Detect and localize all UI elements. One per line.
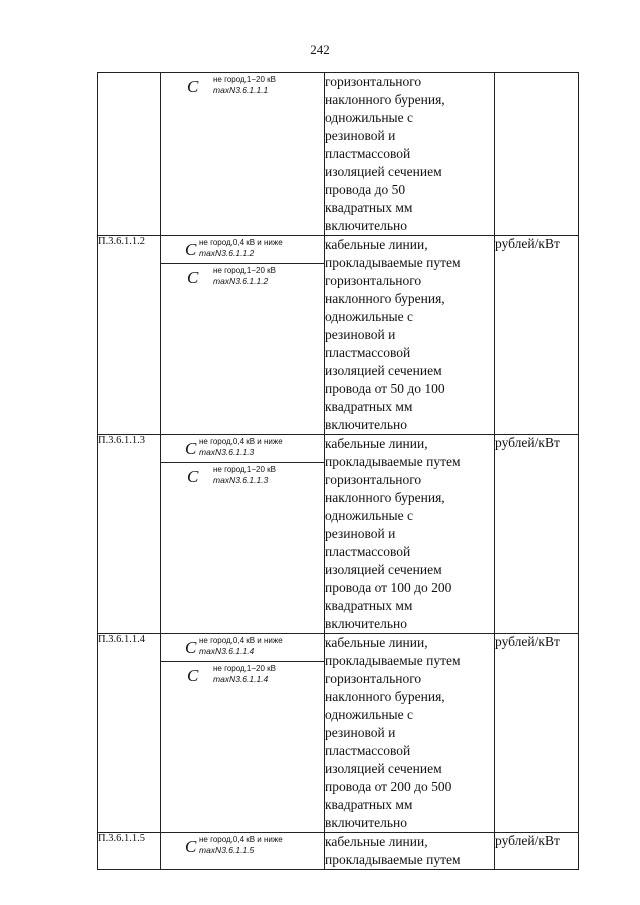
rate-symbol-letter: C xyxy=(187,77,199,96)
description-line: изоляцией сечением xyxy=(325,562,442,577)
description-line: наклонного бурения, xyxy=(325,92,445,107)
description-line: кабельные линии, xyxy=(325,436,428,451)
rate-symbol-subscript: maxN3.6.1.1.1 xyxy=(213,85,269,95)
description-line: включительно xyxy=(325,616,408,631)
description-line: одножильные с xyxy=(325,707,413,722)
rate-symbol xyxy=(161,661,324,687)
rate-symbol xyxy=(161,73,324,98)
rate-symbol-subscript: maxN3.6.1.1.3 xyxy=(213,475,269,485)
rate-symbol-subscript: maxN3.6.1.1.2 xyxy=(213,276,269,286)
description-line: кабельные линии, xyxy=(325,237,428,252)
page-number: 242 xyxy=(310,42,330,57)
description-line: изоляцией сечением xyxy=(325,363,442,378)
rate-symbol-cell xyxy=(161,236,325,435)
rate-symbol xyxy=(161,462,324,488)
description-line: пластмассовой xyxy=(325,146,411,161)
description-line: прокладываемые путем xyxy=(325,653,461,668)
rate-symbol-cell xyxy=(161,634,325,833)
description-cell xyxy=(325,236,495,435)
unit-cell: рублей/кВт xyxy=(495,236,579,435)
rate-symbol-superscript: не город,0,4 кВ и ниже xyxy=(199,835,283,844)
description-line: горизонтального xyxy=(325,472,422,487)
description-line: наклонного бурения, xyxy=(325,490,445,505)
unit-cell: рублей/кВт xyxy=(495,435,579,634)
table-row xyxy=(98,634,579,833)
description-line: наклонного бурения, xyxy=(325,689,445,704)
description-line: изоляцией сечением xyxy=(325,164,442,179)
description-cell xyxy=(325,634,495,833)
description-line: горизонтального xyxy=(325,671,422,686)
description-line: резиновой и xyxy=(325,128,396,143)
table-row xyxy=(98,73,579,236)
description-line: провода от 100 до 200 xyxy=(325,580,452,595)
rate-symbol-subscript: maxN3.6.1.1.5 xyxy=(199,845,255,855)
description-line: квадратных мм xyxy=(325,598,413,613)
description-line: кабельные линии, xyxy=(325,635,428,650)
rate-symbol-letter: C xyxy=(185,638,197,657)
description-line: пластмассовой xyxy=(325,345,411,360)
description-line: включительно xyxy=(325,815,408,830)
description-cell xyxy=(325,435,495,634)
description-line: горизонтального xyxy=(325,273,422,288)
rate-symbol xyxy=(161,833,324,858)
description-line: квадратных мм xyxy=(325,200,413,215)
item-number: П.3.6.1.1.2 xyxy=(98,236,161,435)
rate-symbol-letter: C xyxy=(187,666,199,685)
rate-symbol-superscript: не город,0,4 кВ и ниже xyxy=(199,437,283,446)
description-line: прокладываемые путем xyxy=(325,255,461,270)
description-cell xyxy=(325,833,495,870)
rate-symbol-superscript: не город,1−20 кВ xyxy=(213,465,276,474)
rate-symbol-subscript: maxN3.6.1.1.4 xyxy=(213,674,269,684)
description-line: резиновой и xyxy=(325,327,396,342)
rate-symbol-letter: C xyxy=(185,240,197,259)
table-row xyxy=(98,833,579,870)
description-line: провода от 200 до 500 xyxy=(325,779,452,794)
rate-symbol xyxy=(161,435,324,460)
tariff-table xyxy=(97,72,579,870)
description-line: квадратных мм xyxy=(325,797,413,812)
description-line: пластмассовой xyxy=(325,544,411,559)
rate-symbol-letter: C xyxy=(187,467,199,486)
rate-symbol-letter: C xyxy=(185,837,197,856)
rate-symbol-letter: C xyxy=(187,268,199,287)
description-line: горизонтального xyxy=(325,74,422,89)
rate-symbol-subscript: maxN3.6.1.1.4 xyxy=(199,646,255,656)
description-line: провода до 50 xyxy=(325,182,406,197)
description-line: одножильные с xyxy=(325,110,413,125)
description-line: наклонного бурения, xyxy=(325,291,445,306)
rate-symbol-superscript: не город,0,4 кВ и ниже xyxy=(199,238,283,247)
table-row xyxy=(98,236,579,435)
rate-symbol xyxy=(161,263,324,289)
tariff-table-body xyxy=(98,73,579,870)
description-line: включительно xyxy=(325,417,408,432)
rate-symbol xyxy=(161,634,324,659)
description-line: включительно xyxy=(325,218,408,233)
description-line: изоляцией сечением xyxy=(325,761,442,776)
description-line: резиновой и xyxy=(325,526,396,541)
unit-cell xyxy=(495,73,579,236)
unit-cell: рублей/кВт xyxy=(495,634,579,833)
item-number: П.3.6.1.1.5 xyxy=(98,833,161,870)
rate-symbol-letter: C xyxy=(185,439,197,458)
rate-symbol-superscript: не город,1−20 кВ xyxy=(213,75,276,84)
rate-symbol-cell xyxy=(161,73,325,236)
rate-symbol-superscript: не город,0,4 кВ и ниже xyxy=(199,636,283,645)
item-number xyxy=(98,73,161,236)
rate-symbol-superscript: не город,1−20 кВ xyxy=(213,266,276,275)
description-line: кабельные линии, xyxy=(325,834,428,849)
description-line: провода от 50 до 100 xyxy=(325,381,445,396)
description-line: прокладываемые путем xyxy=(325,454,461,469)
rate-symbol-cell xyxy=(161,435,325,634)
rate-symbol-subscript: maxN3.6.1.1.3 xyxy=(199,447,255,457)
table-row xyxy=(98,435,579,634)
description-line: одножильные с xyxy=(325,508,413,523)
rate-symbol xyxy=(161,236,324,261)
rate-symbol-superscript: не город,1−20 кВ xyxy=(213,664,276,673)
description-line: одножильные с xyxy=(325,309,413,324)
rate-symbol-subscript: maxN3.6.1.1.2 xyxy=(199,248,255,258)
unit-cell: рублей/кВт xyxy=(495,833,579,870)
description-line: резиновой и xyxy=(325,725,396,740)
description-line: пластмассовой xyxy=(325,743,411,758)
item-number: П.3.6.1.1.3 xyxy=(98,435,161,634)
description-line: квадратных мм xyxy=(325,399,413,414)
rate-symbol-cell xyxy=(161,833,325,870)
item-number: П.3.6.1.1.4 xyxy=(98,634,161,833)
description-line: прокладываемые путем xyxy=(325,852,461,867)
description-cell xyxy=(325,73,495,236)
